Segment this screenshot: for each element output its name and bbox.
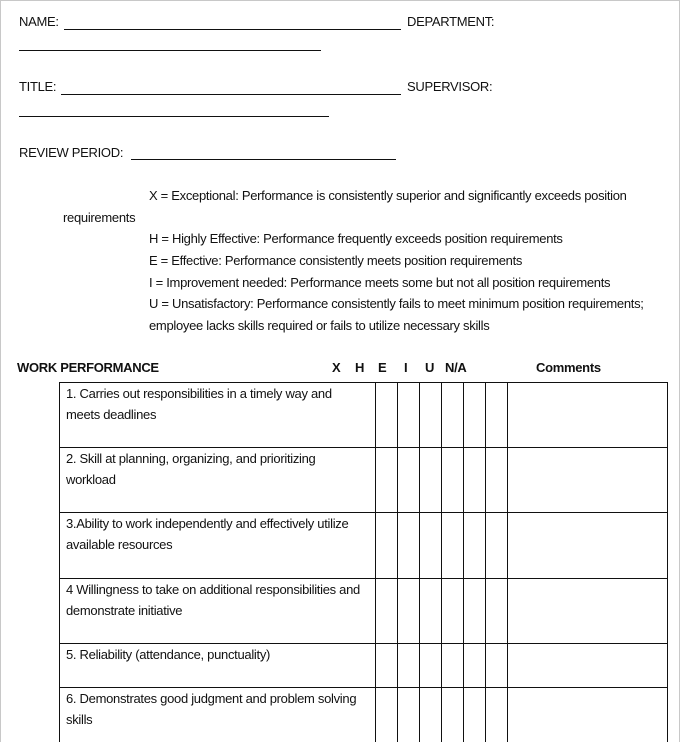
rating-h-cell[interactable]	[398, 383, 420, 448]
rating-e-cell[interactable]	[420, 448, 442, 513]
rating-x-header: X	[332, 360, 341, 375]
legend-x-cont: requirements	[63, 210, 136, 225]
rating-e-header: E	[378, 360, 387, 375]
comments-cell[interactable]	[508, 513, 668, 579]
comments-cell[interactable]	[508, 688, 668, 742]
rating-e-cell[interactable]	[420, 579, 442, 644]
rating-na-cell[interactable]	[486, 579, 508, 644]
section-title: WORK PERFORMANCE	[17, 360, 159, 375]
criterion-cell	[60, 513, 376, 579]
criterion-cell	[60, 448, 376, 513]
criterion-cell	[60, 383, 376, 448]
rating-x-cell[interactable]	[376, 513, 398, 579]
name-field[interactable]	[64, 29, 401, 30]
criterion-text: 3.Ability to work independently and effectively utilize	[66, 516, 349, 531]
legend-e: E = Effective: Performance consistently meets position requirements	[149, 253, 523, 268]
rating-u-cell[interactable]	[464, 579, 486, 644]
criterion-text: 4 Willingness to take on additional responsibilities and	[66, 582, 360, 597]
department-label: DEPARTMENT:	[407, 14, 495, 29]
rating-e-cell[interactable]	[420, 688, 442, 742]
rating-i-cell[interactable]	[442, 448, 464, 513]
rating-na-cell[interactable]	[486, 688, 508, 742]
rating-e-cell[interactable]	[420, 513, 442, 579]
table-row	[60, 688, 668, 742]
rating-i-cell[interactable]	[442, 644, 464, 688]
table-row	[60, 448, 668, 513]
supervisor-field[interactable]	[19, 116, 329, 117]
rating-x-cell[interactable]	[376, 383, 398, 448]
legend-h: H = Highly Effective: Performance frequently exceeds position requirements	[149, 231, 563, 246]
rating-e-cell[interactable]	[420, 644, 442, 688]
legend-i: I = Improvement needed: Performance meets some but not all position requirements	[149, 275, 611, 290]
rating-x-cell[interactable]	[376, 644, 398, 688]
comments-cell[interactable]	[508, 448, 668, 513]
rating-u-cell[interactable]	[464, 688, 486, 742]
comments-cell[interactable]	[508, 383, 668, 448]
rating-x-cell[interactable]	[376, 579, 398, 644]
rating-h-cell[interactable]	[398, 688, 420, 742]
comments-header: Comments	[536, 360, 601, 375]
criterion-text: skills	[66, 712, 93, 727]
criterion-text: demonstrate initiative	[66, 603, 183, 618]
legend-u-cont: employee lacks skills required or fails to utilize necessary skills	[149, 318, 490, 333]
rating-h-cell[interactable]	[398, 513, 420, 579]
comments-cell[interactable]	[508, 579, 668, 644]
legend-u: U = Unsatisfactory: Performance consistently fails to meet minimum position requirements;	[149, 296, 644, 311]
rating-h-cell[interactable]	[398, 448, 420, 513]
department-field[interactable]	[19, 50, 321, 51]
performance-table	[59, 382, 668, 742]
criterion-text: meets deadlines	[66, 407, 157, 422]
rating-e-cell[interactable]	[420, 383, 442, 448]
rating-i-cell[interactable]	[442, 513, 464, 579]
review-period-field[interactable]	[131, 159, 396, 160]
criterion-text: available resources	[66, 537, 173, 552]
rating-h-header: H	[355, 360, 365, 375]
review-period-label: REVIEW PERIOD:	[19, 145, 124, 160]
rating-u-header: U	[425, 360, 435, 375]
rating-u-cell[interactable]	[464, 448, 486, 513]
rating-u-cell[interactable]	[464, 513, 486, 579]
criterion-text: 1. Carries out responsibilities in a timely way and	[66, 386, 332, 401]
rating-x-cell[interactable]	[376, 688, 398, 742]
criterion-text: 6. Demonstrates good judgment and problem solving	[66, 691, 357, 706]
rating-h-cell[interactable]	[398, 579, 420, 644]
criterion-cell	[60, 644, 376, 688]
rating-u-cell[interactable]	[464, 644, 486, 688]
criterion-text: 2. Skill at planning, organizing, and prioritizing	[66, 451, 316, 466]
rating-i-header: I	[404, 360, 408, 375]
table-row	[60, 383, 668, 448]
table-row	[60, 513, 668, 579]
legend-x: X = Exceptional: Performance is consistently superior and significantly exceeds position	[149, 188, 627, 203]
rating-na-cell[interactable]	[486, 513, 508, 579]
rating-i-cell[interactable]	[442, 383, 464, 448]
rating-u-cell[interactable]	[464, 383, 486, 448]
rating-na-cell[interactable]	[486, 383, 508, 448]
title-label: TITLE:	[19, 79, 57, 94]
criterion-cell	[60, 688, 376, 742]
criterion-cell	[60, 579, 376, 644]
title-field[interactable]	[61, 94, 401, 95]
comments-cell[interactable]	[508, 644, 668, 688]
table-row	[60, 644, 668, 688]
supervisor-label: SUPERVISOR:	[407, 79, 493, 94]
rating-na-cell[interactable]	[486, 644, 508, 688]
rating-i-cell[interactable]	[442, 688, 464, 742]
rating-h-cell[interactable]	[398, 644, 420, 688]
rating-i-cell[interactable]	[442, 579, 464, 644]
rating-na-cell[interactable]	[486, 448, 508, 513]
table-row	[60, 579, 668, 644]
name-label: NAME:	[19, 14, 59, 29]
rating-x-cell[interactable]	[376, 448, 398, 513]
criterion-text: workload	[66, 472, 116, 487]
criterion-text: 5. Reliability (attendance, punctuality)	[66, 647, 271, 662]
rating-na-header: N/A	[445, 360, 467, 375]
